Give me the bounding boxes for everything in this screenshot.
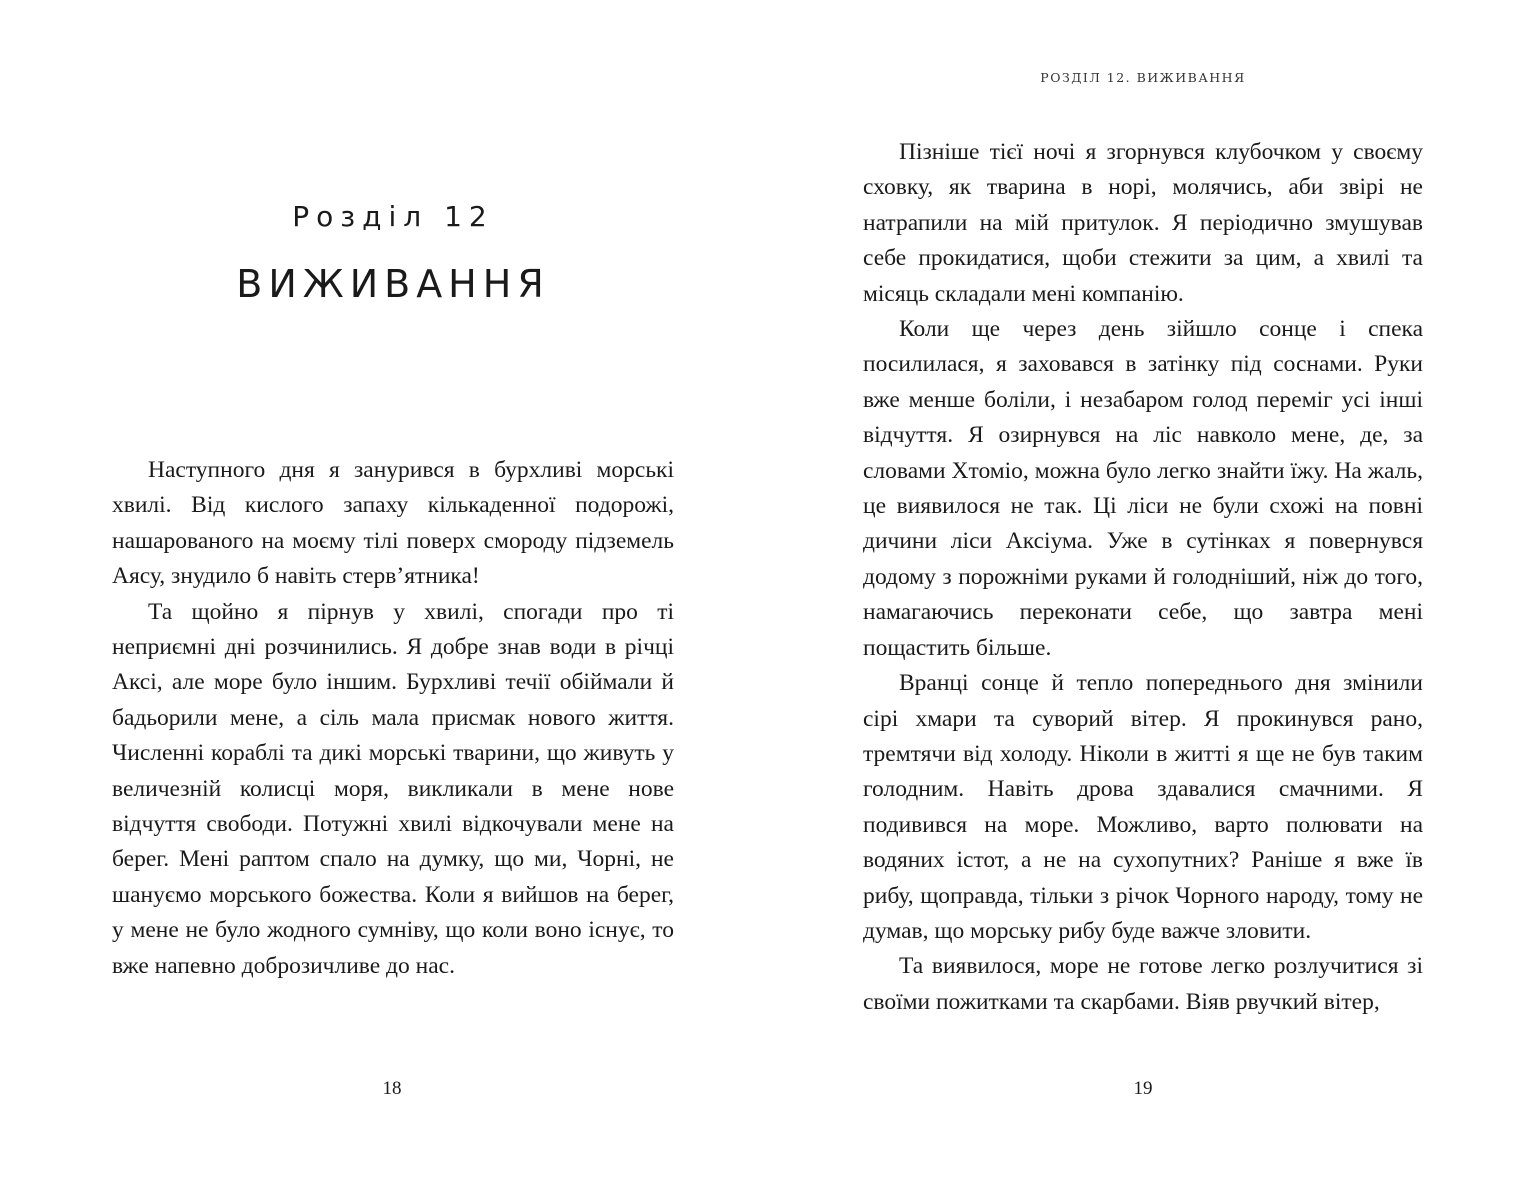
chapter-title: ВИЖИВАННЯ <box>236 262 550 306</box>
paragraph: Та виявилося, море не готове легко розлучитися зі своїми пожитками та скарбами. Віяв рвучкий вітер, <box>863 953 1423 1015</box>
page-number: 19 <box>1133 1078 1153 1099</box>
chapter-label: Розділ 12 <box>292 200 494 233</box>
running-head: РОЗДІЛ 12. ВИЖИВАННЯ <box>1040 70 1246 85</box>
paragraph: Наступного дня я занурився в бурхливі морські хвилі. Від кислого запаху кількаденної подорожі, нашарованого на моєму тілі поверх смороду підземель Аясу, знудило б навіть стерв’ятника! <box>112 457 674 590</box>
right-page <box>768 0 1536 1182</box>
paragraph: Пізніше тієї ночі я згорнувся клубочком у своєму сховку, як тварина в норі, молячись, аби звірі не натрапили на мій притулок. Я періодично змушував себе прокидатися, щоби стежити за цим, а хвилі та місяць складали мені компанію. <box>863 139 1423 307</box>
left-body-text <box>112 453 674 984</box>
right-body-text <box>863 135 1423 1020</box>
paragraph: Вранці сонце й тепло попереднього дня змінили сірі хмари та суворий вітер. Я прокинувся рано, тремтячи від холоду. Ніколи в житті я ще не був таким голодним. Навіть дрова здавалися смачними. Я подивився на море. Можливо, варто полювати на водяних істот, а не на сухопутних? Раніше я вже їв рибу, щоправда, тільки з річок Чорного народу, тому не думав, що морську рибу буде важче зловити. <box>863 670 1423 944</box>
paragraph: Та щойно я пірнув у хвилі, спогади про ті неприємні дні розчинились. Я добре знав води в річці Аксі, але море було іншим. Бурхливі течії обіймали й бадьорили мене, а сіль мала присмак нового життя. Численні кораблі та дикі морські тварини, що живуть у величезній колисці моря, викликали в мене нове відчуття свободи. Потужні хвилі відкочували мене на берег. Мені раптом спало на думку, що ми, Чорні, не шануємо морського божества. Коли я вийшов на берег, у мене не було жодного сумніву, що коли воно існує, то вже напевно доброзичливе до нас. <box>112 598 674 979</box>
paragraph: Коли ще через день зійшло сонце і спека посилилася, я заховався в затінку під соснами. Руки вже менше боліли, і незабаром голод переміг усі інші відчуття. Я озирнувся на ліс навколо мене, де, за словами Хтоміо, можна було легко знайти їжу. На жаль, це виявилося не так. Ці ліси не були схожі на повні дичини ліси Аксіума. Уже в сутінках я повернувся додому з порожніми руками й голодніший, ніж до того, намагаючись переконати себе, що завтра мені пощастить більше. <box>863 316 1423 661</box>
page-number: 18 <box>382 1078 402 1099</box>
